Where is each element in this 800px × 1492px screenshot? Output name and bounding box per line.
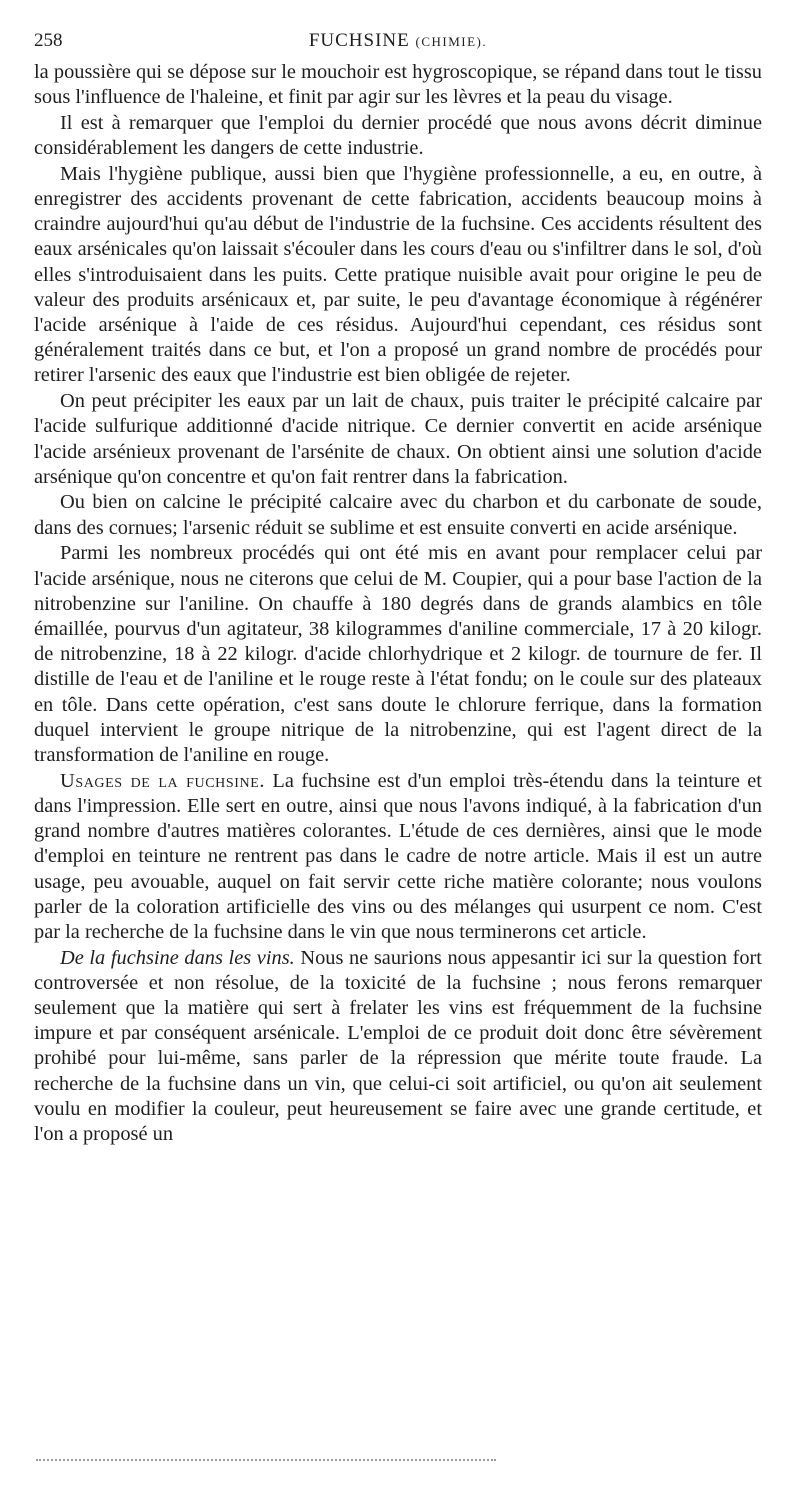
paragraph-vins	[34, 946, 762, 1148]
paragraph-continuation: la poussière qui se dépose sur le mouchoir est hygroscopique, se répand dans tout le tissu sous l'influence de l'haleine, et finit par agir sur les lèvres et la peau du visage.	[34, 61, 762, 109]
paragraph-usages-text: La fuchsine est d'un emploi très-étendu dans la teinture et dans l'impression. Elle sert en outre, ainsi que nous l'avons indiqué, à la fabrication d'un grand nombre d'autres matières colorantes. L'étude de ces dernières, ainsi que le mode d'emploi en teinture ne rentrent pas dans le cadre de notre article. Mais il est un autre usage, peu avouable, auquel on fait servir cette riche matière colorante; nous voulons parler de la coloration artificielle des vins ou des mélanges qui usurpent ce nom. C'est par la recherche de la fuchsine dans le vin que nous terminerons cet article.	[34, 769, 762, 943]
running-title-section: (CHIMIE).	[415, 34, 488, 49]
paragraph: On peut précipiter les eaux par un lait de chaux, puis traiter le précipité calcaire par l'acide sulfurique additionné d'acide nitrique. Ce dernier convertit en acide arsénique l'acide arsénieux provenant de l'arsénite de chaux. On obtient ainsi une solution d'acide arsénique qu'on concentre et qu'on fait rentrer dans la fabrication.	[34, 390, 762, 488]
running-title-main: FUCHSINE	[308, 30, 410, 51]
running-head	[34, 28, 762, 54]
paragraph: Il est à remarquer que l'emploi du dernier procédé que nous avons décrit diminue considérablement les dangers de cette industrie.	[34, 111, 762, 160]
footer-dotted-rule	[36, 1459, 496, 1461]
paragraph-vins-text: Nous ne saurions nous appesantir ici sur la question fort controversée et non résolue, de la toxicité de la fuchsine ; nous ferons remarquer seulement que la matière qui sert à frelater les vins est fréquemment de la fuchsine impure et par conséquent arsénicale. L'emploi de ce produit doit donc être sévèrement prohibé pour lui-même, sans parler de la répression que mérite toute fraude. La recherche de la fuchsine dans un vin, que celui-ci soit artificiel, ou qu'on ait seulement voulu en modifier la couleur, peut heureusement se faire avec une grande certitude, et l'on a proposé un	[34, 946, 762, 1146]
page	[34, 28, 762, 1148]
page-number: 258	[34, 30, 63, 51]
paragraph: Parmi les nombreux procédés qui ont été mis en avant pour remplacer celui par l'acide arsénique, nous ne citerons que celui de M. Coupier, qui a pour base l'action de la nitrobenzine sur l'aniline. On chauffe à 180 degrés dans de grands alambics en tôle émaillée, pourvus d'un agitateur, 38 kilogrammes d'aniline commerciale, 17 à 20 kilogr. de nitrobenzine, 18 à 22 kilogr. d'acide chlorhydrique et 2 kilogr. de tournure de fer. Il distille de l'eau et de l'aniline et le rouge reste à l'état fondu; on le coule sur des plateaux en tôle. Dans cette opération, c'est sans doute le chlorure ferrique, dans la formation duquel intervient le groupe nitrique de la nitrobenzine, qui est l'agent direct de la transformation de l'aniline en rouge.	[34, 542, 762, 766]
paragraph-usages	[34, 769, 762, 945]
section-heading-vins: De la fuchsine dans les vins.	[60, 946, 295, 969]
body-text	[34, 60, 762, 1147]
running-title	[34, 28, 762, 55]
paragraph: Ou bien on calcine le précipité calcaire avec du charbon et du carbonate de soude, dans des cornues; l'arsenic réduit se sublime et est ensuite converti en acide arsénique.	[34, 491, 762, 539]
paragraph: Mais l'hygiène publique, aussi bien que l'hygiène professionnelle, a eu, en outre, à enregistrer des accidents provenant de cette fabrication, accidents beaucoup moins à craindre aujourd'hui qu'au début de l'industrie de la fuchsine. Ces accidents résultent des eaux arsénicales qu'on laissait s'écouler dans les cours d'eau ou s'infiltrer dans le sol, d'où elles s'introduisaient dans les puits. Cette pratique nuisible avait pour origine le peu de valeur des produits arsénicaux et, par suite, le peu d'avantage économique à régénérer l'acide arsénique à l'aide de ces résidus. Aujourd'hui cependant, ces résidus sont généralement traités dans ce but, et l'on a proposé un grand nombre de procédés pour retirer l'arsenic des eaux que l'industrie est bien obligée de rejeter.	[34, 162, 762, 387]
section-heading-usages: Usages de la fuchsine.	[60, 769, 266, 792]
